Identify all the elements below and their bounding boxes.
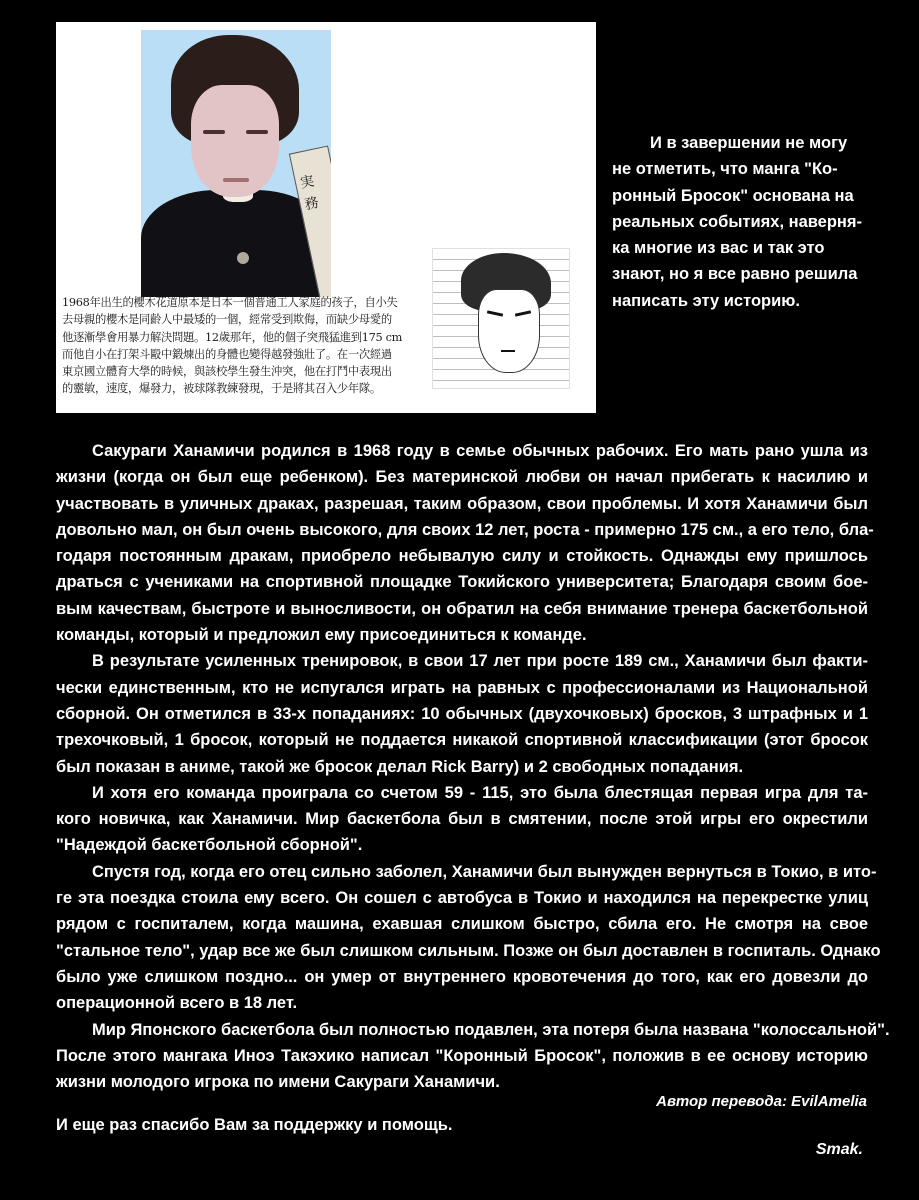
body-line: Сакураги Ханамичи родился в 1968 году в семье обычных рабочих. Его мать рано ушла из [92, 442, 868, 460]
body-line: Мир Японского баскетбола был полностью подавлен, эта потеря была названа "колоссальной". [92, 1020, 890, 1039]
body-line: чески единственным, кто не испугался играть на равных с профессионалами из Национальной [56, 678, 868, 697]
body-line: Спустя год, когда его отец сильно заболел, Ханамичи был вынужден вернуться в Токио, в ито- [92, 862, 877, 881]
manga-brow-left [487, 310, 503, 316]
body-line: жизни (когда он был еще ребенком). Без материнской любви он начал прибегать к насилию и [56, 468, 868, 487]
body-line: было уже слишком поздно... он умер от внутреннего кровотечения до того, как его довезли до [56, 967, 868, 986]
caption-line: 他逐漸學會用暴力解決問題。12歲那年，他的個子突飛猛進到175 cm [62, 330, 403, 344]
side-note-line: И в завершении не могу [650, 134, 848, 152]
side-note [612, 130, 874, 314]
body-line: был показан в аниме, такой же бросок делал Rick Barry) и 2 свободных попадания. [56, 757, 744, 776]
body-line: кого новичка, как Ханамичи. Мир баскетбола был в смятении, после этой игры его окрестили [56, 810, 868, 829]
body-line: В результате усиленных тренировок, в свои 17 лет при росте 189 см., Ханамичи был факти- [92, 652, 868, 671]
body-line: участвовать в уличных драках, разрешая, таким образом, свои проблемы. И хотя Ханамичи был [56, 494, 868, 513]
body-line: жизни молодого игрока по имени Сакураги Ханамичи. [56, 1073, 500, 1092]
translator-credit: Автор перевода: EvilAmelia [656, 1093, 867, 1110]
side-note-line: не отметить, что манга "Ко- [612, 160, 838, 179]
side-note-line: реальных событиях, наверня- [612, 212, 863, 231]
manga-illustration [432, 248, 570, 389]
caption-line: 1968年出生的櫻木花道原本是日本一個普通工人家庭的孩子，自小失 [62, 296, 398, 309]
side-note-line: ронный Бросок" основана на [612, 186, 854, 205]
body-line: ге эта поездка стоила ему всего. Он сошел с автобуса в Токио и находился на перекрестке улиц [56, 889, 868, 908]
body-line: драться с учениками на спортивной площадке Токийского университета; Благодаря своим бое- [56, 573, 868, 592]
body-line: команды, который и предложил ему присоединиться к команде. [56, 626, 587, 645]
side-note-line: знают, но я все равно решила [612, 265, 858, 284]
body-line: операционной всего в 18 лет. [56, 994, 298, 1013]
manga-face [478, 289, 540, 373]
body-line: После этого мангака Иноэ Такэхико написал "Коронный Бросок", положив в ее основу историю [56, 1046, 868, 1065]
body-line: И хотя его команда проиграла со счетом 59 - 115, это была блестящая первая игра для та- [92, 783, 868, 802]
thanks-note: И еще раз спасибо Вам за поддержку и помощь. [56, 1116, 453, 1134]
caption-line: 東京國立體育大學的時候，與該校學生發生沖突，他在打鬥中表現出 [62, 365, 392, 379]
side-note-line: ка многие из вас и так это [612, 239, 825, 258]
photo-mouth [223, 178, 249, 182]
article-body [56, 438, 890, 1095]
caption-line: 的靈敏，速度，爆發力，被球隊教練發現，于是將其召入少年隊。 [62, 382, 381, 396]
body-line: трехочковый, 1 бросок, который не поддается никакой спортивной классификации (этот бросок [56, 731, 868, 750]
photo-paper-sign: 実 務 [289, 145, 331, 297]
photo-eye-left [203, 130, 225, 134]
body-line: довольно мал, он был очень высокого, для своих 12 лет, роста - примерно 175 см., а его тело, бла- [56, 520, 874, 539]
body-line: годаря постоянным дракам, приобрело небывалую силу и стойкость. Однажды ему пришлось [56, 547, 868, 566]
side-note-line: написать эту историю. [612, 291, 800, 310]
paragraph-4 [56, 859, 881, 1017]
chinese-caption [62, 294, 424, 398]
body-line: рядом с госпиталем, когда машина, ехавшая слишком быстро, сбила его. Не смотря на свое [56, 915, 868, 934]
photo-uniform-button [237, 252, 249, 264]
manga-brow-right [515, 310, 531, 316]
portrait-photo [141, 30, 331, 297]
manga-mouth [501, 350, 515, 352]
caption-line: 而他自小在打架斗毆中鍛煉出的身體也變得越發強壯了。在一次經過 [62, 347, 392, 361]
body-line: "стальное тело", удар все же был слишком сильным. Позже он был доставлен в госпиталь. Однако [56, 941, 881, 960]
photo-eye-right [246, 130, 268, 134]
paragraph-2 [56, 648, 868, 779]
signature: Smak. [815, 1141, 863, 1158]
body-line: "Надеждой баскетбольной сборной". [56, 836, 363, 855]
figure-panel [56, 22, 596, 413]
body-line: вым качествам, быстроте и выносливости, он обратил на себя внимание тренера баскетбольной [56, 599, 868, 618]
paragraph-1 [56, 438, 874, 648]
paragraph-5 [56, 1017, 890, 1096]
body-line: сборной. Он отметился в 33-х попаданиях: 10 обычных (двухочковых) бросков, 3 штрафных и 1 [56, 704, 868, 723]
caption-line: 去母親的櫻木是同齡人中最矮的一個，經常受到欺侮，而缺少母愛的 [62, 313, 392, 327]
paragraph-3 [56, 780, 868, 859]
